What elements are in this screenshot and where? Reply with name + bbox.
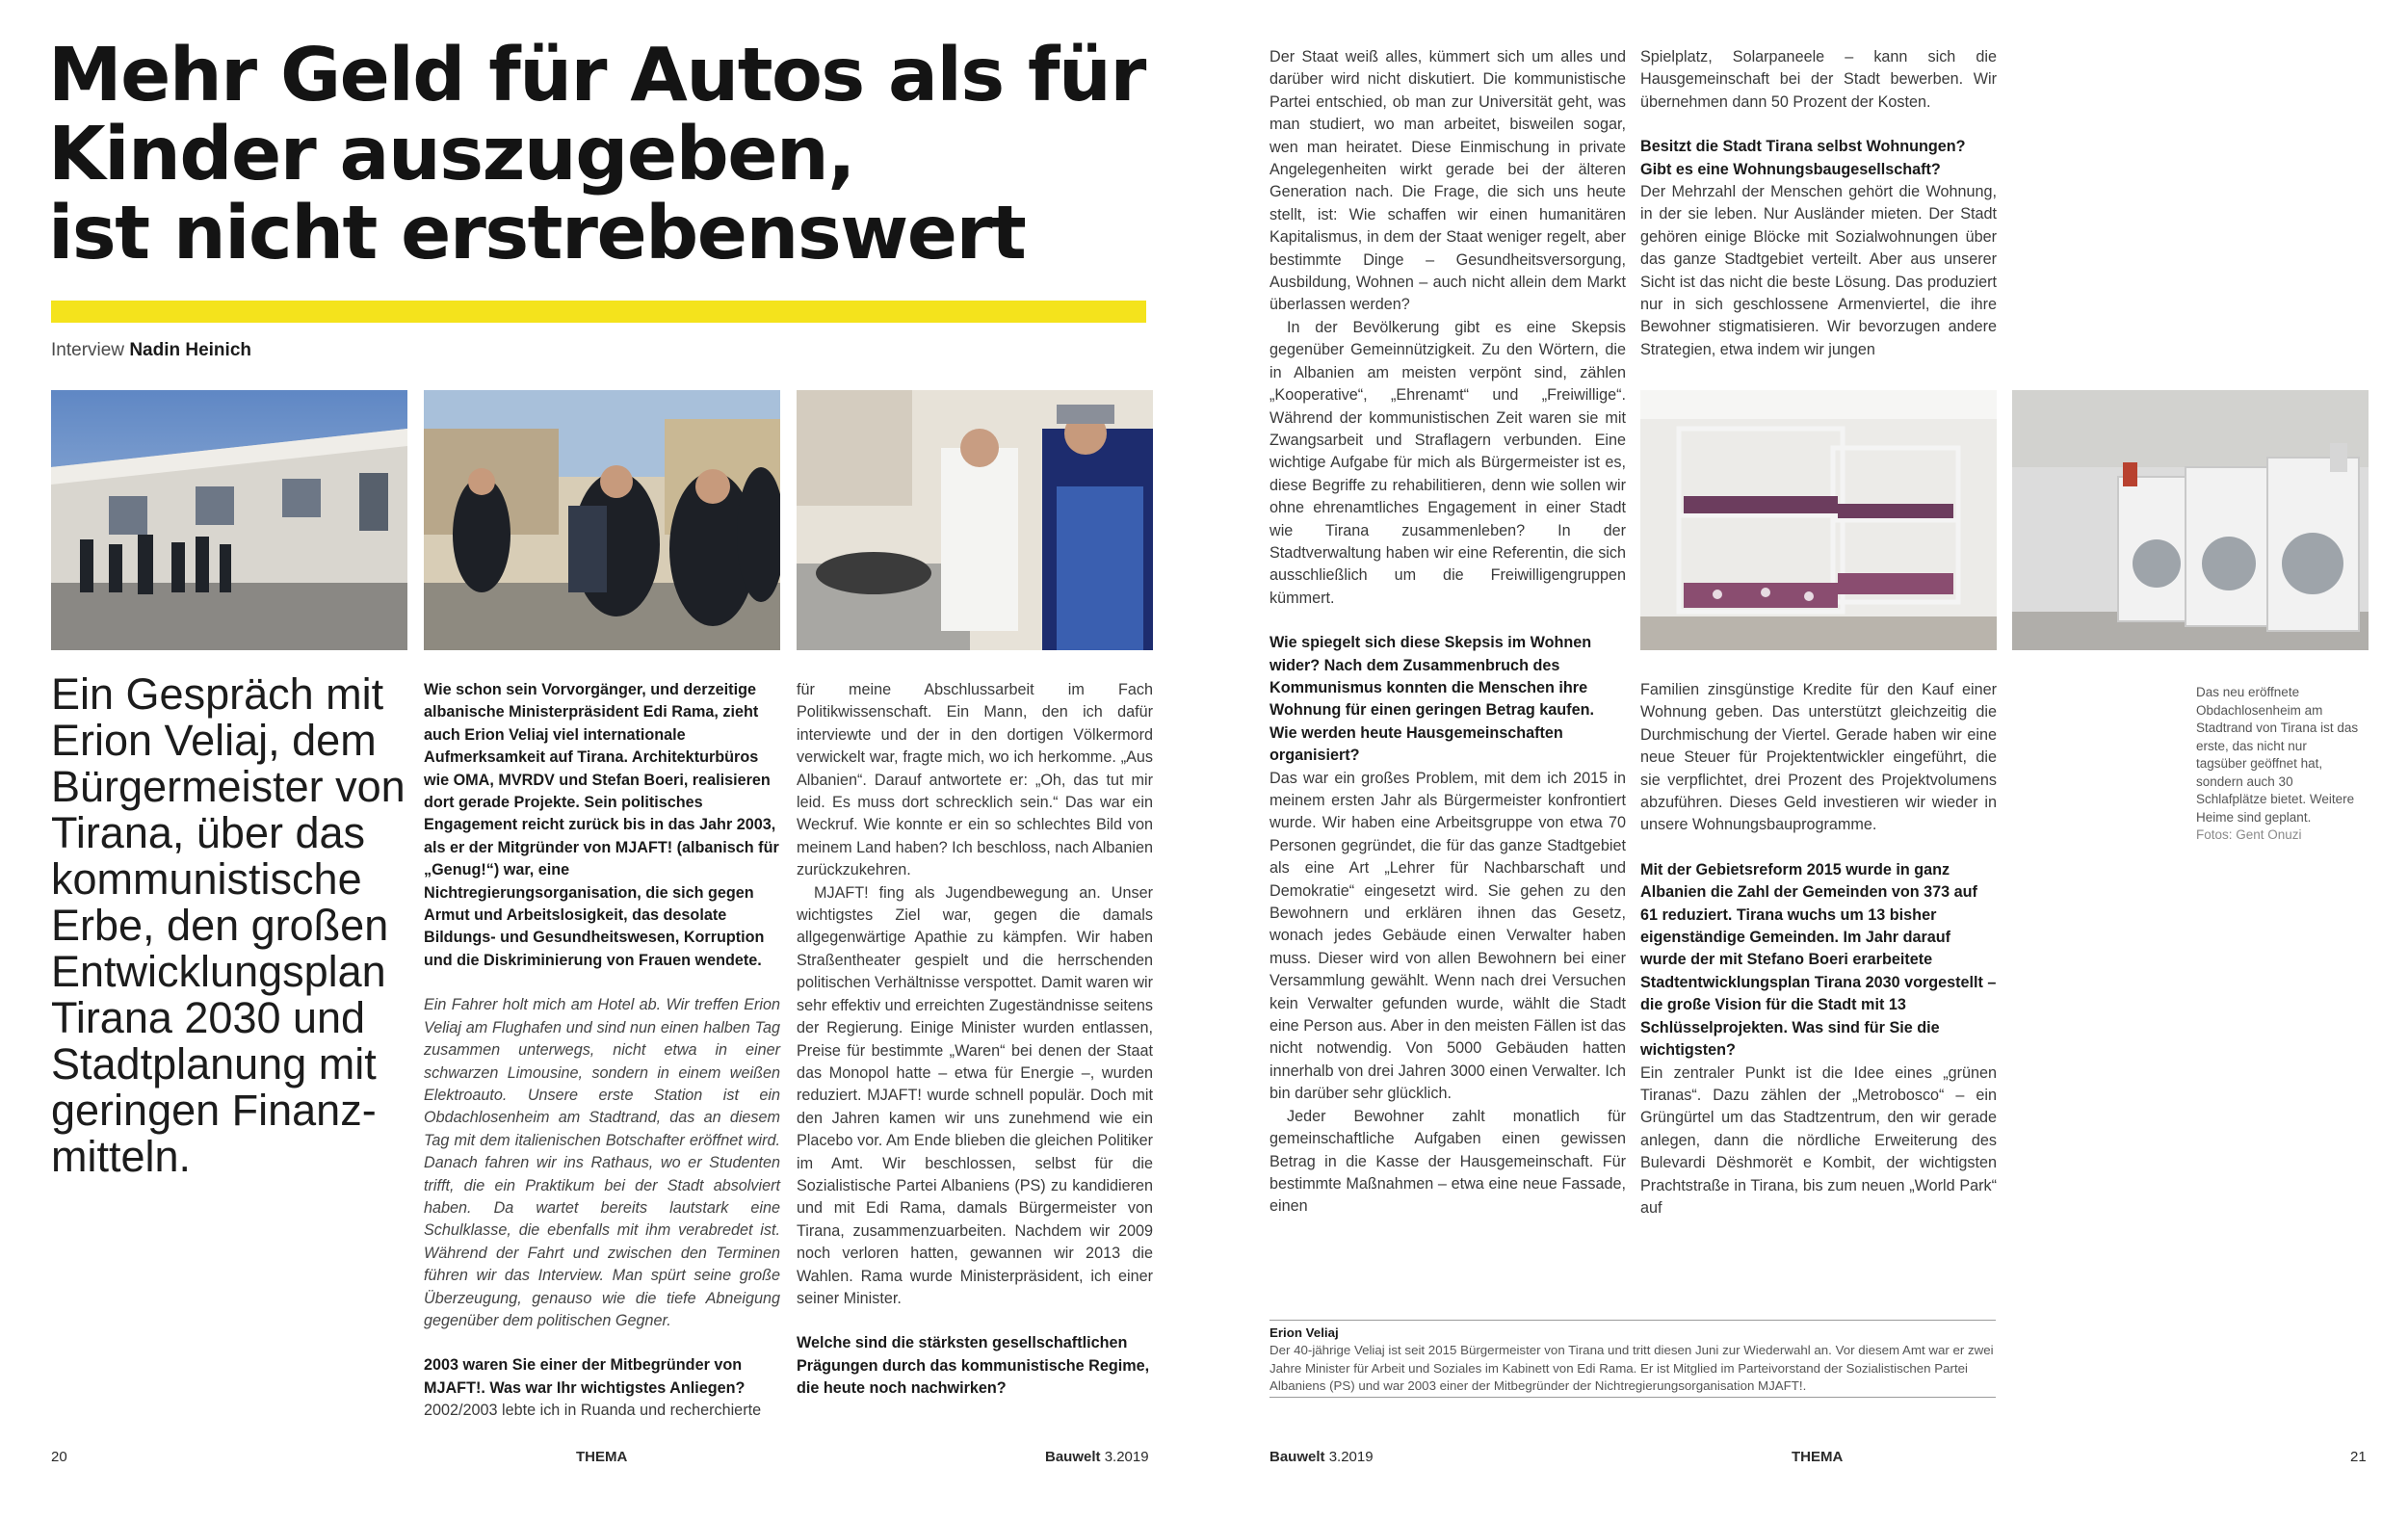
- footer-left-section: [576, 1449, 627, 1465]
- photo-shelter-exterior: [51, 390, 407, 650]
- byline-prefix: Interview: [51, 340, 125, 360]
- col3-paragraph-1: Der Staat weiß alles, kümmert sich um alles und darüber wird nicht diskutiert. Die kommunistische Partei entschied, ob man zur Universität geht, was man studiert, wo man arbeitet, bisweilen sogar, wen man heiratet. Diese Einmischung in private Angelegenheiten wirkt gerade bei der älteren Generation nach. Die Frage, die sich uns heute stellt, ist: Wie schaffen wir einen humanitären Kapitalismus, in dem der Staat weniger regelt, aber bestimmte Dinge – Gesundheitsversorgung, Ausbildung, Wohnen – auch nicht allein dem Markt überlassen werden?: [1269, 48, 1626, 314]
- footer-right-page-number: 21: [2350, 1449, 2367, 1465]
- col4-paragraph-2: Der Mehrzahl der Menschen gehört die Wohnung, in der sie leben. Nur Ausländer mieten. Der Stadt gehören einige Blöcke mit Sozialwohnungen über das ganze Stadtgebiet verteilt. Aber aus unserer Sicht ist das nicht die beste Lösung. Das produziert nur in sich geschlossene Armenviertel, die ihre Bewohner stigmatisieren. Wir bevorzugen andere Strategien, etwa indem wir jungen: [1640, 183, 1997, 358]
- question-housing-skepsis: Wie spiegelt sich diese Skepsis im Wohnen wider? Nach dem Zusammenbruch des Kommunismus konnten die Menschen ihre Wohnung für einen geringen Betrag kaufen. Wie werden heute Hausgemeinschaften organisiert?: [1269, 634, 1594, 765]
- photo-handshake-group: [424, 390, 780, 650]
- article-column-4-bottom: [1640, 679, 1997, 1219]
- footer-left-magazine: [1045, 1449, 1149, 1465]
- bio-bottom-rule: [1269, 1397, 1996, 1398]
- footer-right-magazine: [1269, 1449, 1374, 1465]
- footer-left-issue: 3.2019: [1104, 1449, 1149, 1465]
- question-mjaft: 2003 waren Sie einer der Mitbegründer von MJAFT!. Was war Ihr wichtigstes Anliegen?: [424, 1356, 746, 1397]
- footer-right-section-label: THEMA: [1792, 1449, 1844, 1465]
- col3-paragraph-4: Jeder Bewohner zahlt monatlich für gemeinschaftliche Aufgaben einen gewissen Betrag in die Kasse der Hausgemeinschaft. Für bestimmte Maßnahmen – etwa eine neue Fassade, einen: [1269, 1107, 1626, 1216]
- col2-paragraph-2: MJAFT! fing als Jugendbewegung an. Unser wichtigstes Ziel war, gegen die damals allgegenwärtige Apathie zu kämpfen. Wir haben Straßentheater gespielt und die herrschenden politischen Verhältnisse verspottet. Damit waren wir sehr effektiv und erreichten Zugeständnisse seitens der Regierung. Einige Minister wurden entlassen, Preise für bestimmte „Waren“ bei denen der Staat das Monopol hatte – etwa für Energie –, wurden reduziert. MJAFT! wurde schnell populär. Doch mit den Jahren kamen wir uns zunehmend wie ein Placebo vor. Am Ende blieben die gleichen Politiker im Amt. Wir beschlossen, selbst für die Sozialistische Partei Albaniens (PS) zu kandidieren und mit Edi Rama, damals Bürgermeister von Tirana, zusammenzuarbeiten. Nachdem wir 2009 noch verloren hatten, gewannen wir 2013 die Wahlen. Rama wurde Ministerpräsident, ich einer seiner Minister.: [797, 883, 1153, 1307]
- byline: [51, 340, 251, 361]
- answer-start: 2002/2003 lebte ich in Ruanda und recherchierte: [424, 1402, 762, 1420]
- photo-shelter-bunk-beds: [1640, 390, 1997, 650]
- headline-line-1: Mehr Geld für Autos als für: [48, 33, 1145, 118]
- footer-right-issue: 3.2019: [1328, 1449, 1374, 1465]
- footer-left-section-label: THEMA: [576, 1449, 628, 1465]
- article-column-2: [797, 679, 1153, 1401]
- headline-line-3: ist nicht erstrebenswert: [48, 191, 1026, 276]
- question-city-housing: Besitzt die Stadt Tirana selbst Wohnungen? Gibt es eine Wohnungsbaugesellschaft?: [1640, 138, 1966, 178]
- col4-paragraph-4: Ein zentraler Punkt ist die Idee eines „grünen Tiranas“. Dazu zählen der „Metrobosco“ – ein Grüngürtel um das Stadtzentrum, den wir gerade anlegen, dann die nördliche Erweiterung des Bulevardi Dëshmorët e Kombit, der wichtigsten Prachtstraße in Tirana, bis zum neuen „World Park“ auf: [1640, 1063, 1997, 1217]
- col3-paragraph-3: Das war ein großes Problem, mit dem ich 2015 in meinem ersten Jahr als Bürgermeister konfrontiert wurde. Wir haben eine Arbeitsgruppe von etwa 70 Personen gegründet, die für das ganze Stadtgebiet als eine Art „Lehrer für Nachbarschaft und Demokratie“ eingesetzt wird. Sie gehen zu den Bewohnern und erklären ihnen das Gesetz, wonach jedes Gebäude einen Verwalter haben muss. Dieser wird von allen Bewohnern bei einer Versammlung gewählt. Wenn nach drei Versuchen kein Verwalter gefunden wurde, wählt die Stadt eine Person aus. Aber in den meisten Fällen ist das nicht notwendig. Von 5000 Gebäuden hatten innerhalb von drei Jahren 3000 einen Verwalter. Ich bin darüber sehr glücklich.: [1269, 769, 1626, 1103]
- question-communist-regime: Welche sind die stärksten gesellschaftlichen Prägungen durch das kommunistische Regime, die heute noch nachwirken?: [797, 1334, 1150, 1398]
- col4-paragraph-1: Spielplatz, Solarpaneele – kann sich die Hausgemeinschaft bei der Stadt bewerben. Wir übernehmen dann 50 Prozent der Kosten.: [1640, 48, 1997, 111]
- lead-paragraph: Ein Gespräch mit Erion Veliaj, dem Bürgermeister von Tirana, über das kommunistische Erbe, den großen Entwicklungsplan Tirana 2030 und Stadtplanung mit geringen Finanz-mitteln.: [51, 669, 406, 1181]
- bio-text: Der 40-jährige Veliaj ist seit 2015 Bürgermeister von Tirana und tritt diesen Juni zur Wiederwahl an. Vor diesem Amt war er zwei Jahre Minister für Arbeit und Soziales im Kabinett von Edi Rama. Er ist Mitglied im Parteivorstand der Sozialistischen Partei Albaniens (PS) und war 2003 einer der Mitbegründer der Nichtregierungsorganisation MJAFT!.: [1269, 1343, 1994, 1394]
- bio-top-rule: [1269, 1320, 1996, 1321]
- article-column-1: [424, 679, 780, 1423]
- photo-credit: Fotos: Gent Onuzi: [2196, 827, 2302, 842]
- footer-left-page-number: 20: [51, 1449, 67, 1465]
- col2-paragraph-1: für meine Abschlussarbeit im Fach Politikwissenschaft. Ein Mann, den ich dafür interviewte und der in den dortigen Völkermord verwickelt war, fragte mich, wo ich herkomme. „Aus Albanien“. Darauf antwortete er: „Oh, das tut mir leid. Es muss dort schrecklich sein.“ Das war ein Weckruf. Wie konnte er ein so schlechtes Bild von meinem Land haben? Ich beschloss, nach Albanien zurückzukehren.: [797, 681, 1153, 879]
- footer-left-magazine-name: Bauwelt: [1045, 1449, 1101, 1465]
- question-tirana-2030: Mit der Gebietsreform 2015 wurde in ganz Albanien die Zahl der Gemeinden von 373 auf 61 reduziert. Tirana wuchs um 13 bisher eigenständige Gemeinden. Im Jahr darauf wurde der mit Stefano Boeri erarbeitete Stadtentwicklungsplan Tirana 2030 vorgestellt – die große Vision für die Stadt mit 13 Schlüsselprojekten. Was sind für Sie die wichtigsten?: [1640, 860, 1997, 1060]
- photo-caption: [2196, 684, 2360, 845]
- headline-line-2: Kinder auszugeben,: [48, 112, 854, 197]
- headline: [48, 33, 1156, 276]
- article-column-4-top: [1640, 46, 1997, 361]
- photo-kitchen-visit: [797, 390, 1153, 650]
- yellow-accent-bar: [51, 301, 1146, 323]
- caption-text: Das neu eröffnete Obdachlosenheim am Stadtrand von Tirana ist das erste, das nicht nur tagsüber geöffnet hat, sondern auch 30 Schlafplätze bietet. Weitere Heime sind geplant.: [2196, 685, 2359, 825]
- reportage-italic: Ein Fahrer holt mich am Hotel ab. Wir treffen Erion Veliaj am Flughafen und sind nun einen halben Tag zusammen unterwegs, nicht etwa in einer schwarzen Limousine, sondern in einem weißen Elektroauto. Unsere erste Station ist ein Obdachlosenheim am Stadtrand, das an diesem Tag mit dem italienischen Botschafter eröffnet wird. Danach fahren wir ins Rathaus, wo er Studenten trifft, die ein Praktikum bei der Stadt absolviert haben. Da wartet bereits lautstark eine Schulklasse, die ebenfalls mit ihm verabredet ist. Während der Fahrt und zwischen den Terminen führen wir das Interview. Man spürt seine große Überzeugung, genauso wie die tiefe Abneigung gegenüber dem politischen Gegner.: [424, 996, 780, 1329]
- byline-author: Nadin Heinich: [129, 340, 251, 360]
- article-column-3: [1269, 46, 1626, 1219]
- col3-paragraph-2: In der Bevölkerung gibt es eine Skepsis gegenüber Gemeinnützigkeit. Zu den Wörtern, die in Albanien am meisten verpönt sind, zählen „Kooperative“, „Ehrenamt“ und „Freiwillige“. Während der kommunistischen Zeit waren sie mit Zwangsarbeit und Straflagern verbunden. Eine wichtige Aufgabe für mich als Bürgermeister ist es, diese Begriffe zu rehabilitieren, denn wie sollen wir ohne ehrenamtliches Engagement in einer Stadt wie Tirana zusammenleben? In der Stadtverwaltung haben wir eine Referentin, die sich ausschließlich um die Freiwilligengruppen kümmert.: [1269, 318, 1626, 607]
- intro-paragraph: Wie schon sein Vorvorgänger, und derzeitige albanische Ministerpräsident Edi Rama, zieht auch Erion Veliaj viel internationale Aufmerksamkeit auf Tirana. Architekturbüros wie OMA, MVRDV und Stefan Boeri, realisieren dort gerade Projekte. Sein politisches Engagement reicht zurück bis in das Jahr 2003, als er der Mitgründer von MJAFT! (albanisch für „Genug!“) war, eine Nichtregierungsorganisation, die sich gegen Armut und Arbeitslosigkeit, das desolate Bildungs- und Gesundheitswesen, Korruption und die Diskriminierung von Frauen wendete.: [424, 681, 779, 969]
- photo-shelter-laundry: [2012, 390, 2369, 650]
- footer-right-section: [1792, 1449, 1843, 1465]
- bio-name: Erion Veliaj: [1269, 1325, 1339, 1340]
- bio-box: [1269, 1324, 1996, 1396]
- footer-right-magazine-name: Bauwelt: [1269, 1449, 1325, 1465]
- col4-paragraph-3: Familien zinsgünstige Kredite für den Kauf einer Wohnung geben. Das unterstützt gleichzeitig die Durchmischung der Viertel. Gerade haben wir eine neue Steuer für Projektentwickler eingeführt, die sie verpflichtet, drei Prozent des Projektvolumens abzuführen. Dieses Geld investieren wir wieder in unsere Wohnungsbauprogramme.: [1640, 681, 1997, 834]
